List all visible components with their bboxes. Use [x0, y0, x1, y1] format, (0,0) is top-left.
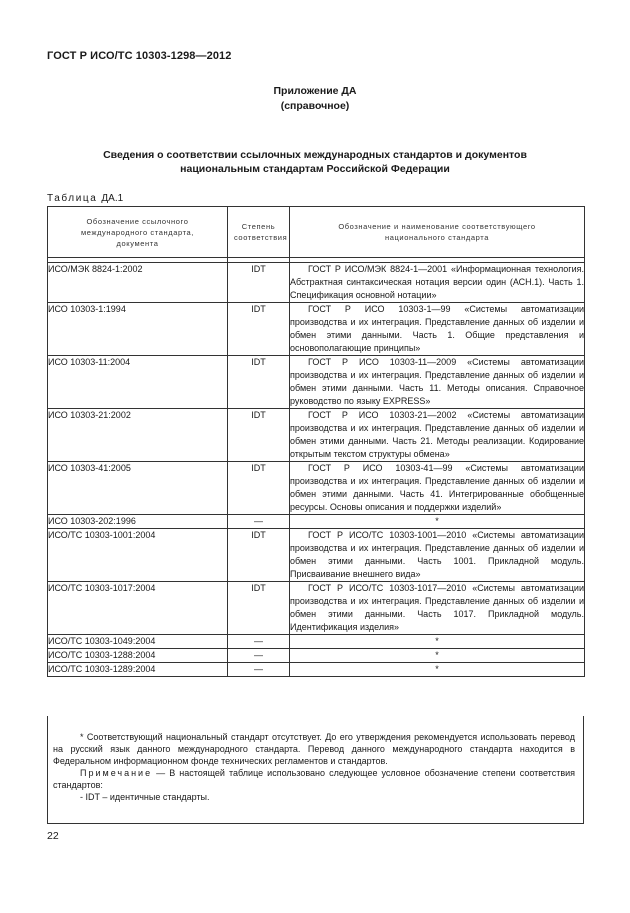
- cell-national-standard: ГОСТ Р ИСО/ТС 10303-1017—2010 «Системы автоматизации производства и их интеграция. Представление данных об изделии и обмен этими данными. Часть 1017. Прикладной модуль. Идентификация изделия»: [290, 582, 585, 635]
- header-degree-text: Степень соответствия: [234, 222, 288, 242]
- note-text: — В настоящей таблице использовано следующее условное обозначение степени соответствия стандартов:: [53, 768, 575, 790]
- cell-international-ref: ИСО/МЭК 8824-1:2002: [48, 263, 228, 303]
- cell-international-ref: ИСО/ТС 10303-1001:2004: [48, 529, 228, 582]
- table-row: [48, 663, 585, 677]
- cell-national-standard: *: [290, 663, 585, 677]
- cell-international-ref: ИСО 10303-1:1994: [48, 303, 228, 356]
- cell-international-ref: ИСО/ТС 10303-1017:2004: [48, 582, 228, 635]
- table-caption-label: Таблица: [47, 193, 98, 204]
- cell-international-ref: ИСО 10303-41:2005: [48, 462, 228, 515]
- footnotes: [53, 731, 575, 803]
- section-title-line-1: Сведения о соответствии ссылочных международных стандартов и документов: [103, 149, 527, 161]
- cell-degree: IDT: [228, 462, 290, 515]
- cell-degree: —: [228, 635, 290, 649]
- cell-international-ref: ИСО 10303-21:2002: [48, 409, 228, 462]
- standards-table: [47, 206, 585, 677]
- table-row: [48, 462, 585, 515]
- asterisk-footnote: * Соответствующий национальный стандарт отсутствует. До его утверждения рекомендуется использовать перевод на русский язык данного международного стандарта. Перевод данного международного стандарта находится в Федеральном информационном фонде технических регламентов и стандартов.: [53, 732, 575, 766]
- cell-degree: —: [228, 515, 290, 529]
- idt-definition: - IDT – идентичные стандарты.: [80, 792, 210, 802]
- table-caption: [47, 193, 123, 204]
- cell-national-standard: ГОСТ Р ИСО/ТС 10303-1001—2010 «Системы автоматизации производства и их интеграция. Представление данных об изделии и обмен этими данными. Часть 1001. Прикладной модуль. Присваивание внешнего вида»: [290, 529, 585, 582]
- annex-title: Приложение ДА: [273, 85, 357, 97]
- cell-international-ref: ИСО/ТС 10303-1289:2004: [48, 663, 228, 677]
- table-row: [48, 635, 585, 649]
- section-title: [60, 148, 570, 176]
- cell-national-standard: *: [290, 635, 585, 649]
- cell-international-ref: ИСО 10303-202:1996: [48, 515, 228, 529]
- table-note: [53, 767, 575, 791]
- header-national-standard: [290, 207, 585, 258]
- table-row: [48, 356, 585, 409]
- cell-national-standard: ГОСТ Р ИСО 10303-41—99 «Системы автоматизации производства и их интеграция. Представление данных об изделии и обмен этими данными. Часть 41. Интегрированные обобщенные ресурсы. Основы описания и поддержки изделий»: [290, 462, 585, 515]
- cell-degree: —: [228, 663, 290, 677]
- table-caption-number: ДА.1: [101, 193, 124, 204]
- table-row: [48, 529, 585, 582]
- cell-national-standard: ГОСТ Р ИСО 10303-21—2002 «Системы автоматизации производства и их интеграция. Представление данных об изделии и обмен этими данными. Часть 21. Методы реализации. Кодирование открытым текстом структуры обмена»: [290, 409, 585, 462]
- table-row: [48, 649, 585, 663]
- header-degree: [228, 207, 290, 258]
- cell-degree: IDT: [228, 356, 290, 409]
- table-row: [48, 263, 585, 303]
- cell-national-standard: *: [290, 649, 585, 663]
- table-row: [48, 303, 585, 356]
- header-national-standard-text: Обозначение и наименование соответствующего национального стандарта: [338, 222, 536, 242]
- header-international-ref: [48, 207, 228, 258]
- cell-degree: —: [228, 649, 290, 663]
- table-row: [48, 409, 585, 462]
- cell-national-standard: ГОСТ Р ИСО/МЭК 8824-1—2001 «Информационная технология. Абстрактная синтаксическая нотация версии один (АСН.1). Часть 1. Спецификация основной нотации»: [290, 263, 585, 303]
- cell-degree: IDT: [228, 409, 290, 462]
- section-title-line-2: национальным стандартам Российской Федерации: [180, 163, 450, 175]
- cell-degree: IDT: [228, 529, 290, 582]
- note-label: Примечание: [80, 768, 153, 778]
- table-row: [48, 515, 585, 529]
- cell-national-standard: *: [290, 515, 585, 529]
- cell-degree: IDT: [228, 263, 290, 303]
- annex-subtitle: (справочное): [280, 100, 350, 112]
- cell-degree: IDT: [228, 303, 290, 356]
- cell-national-standard: ГОСТ Р ИСО 10303-11—2009 «Системы автоматизации производства и их интеграция. Представление данных об изделии и обмен этими данными. Часть 11. Методы описания. Справочное руководство по языку EXPRESS»: [290, 356, 585, 409]
- cell-national-standard: ГОСТ Р ИСО 10303-1—99 «Системы автоматизации производства и их интеграция. Представление данных об изделии и обмен этими данными. Часть 1. Общие представления и основополагающие принципы»: [290, 303, 585, 356]
- cell-international-ref: ИСО/ТС 10303-1288:2004: [48, 649, 228, 663]
- cell-international-ref: ИСО 10303-11:2004: [48, 356, 228, 409]
- document-code: ГОСТ Р ИСО/ТС 10303-1298—2012: [47, 50, 232, 62]
- table-row: [48, 582, 585, 635]
- page-number: 22: [47, 830, 59, 842]
- table-header-row: [48, 207, 585, 258]
- cell-international-ref: ИСО/ТС 10303-1049:2004: [48, 635, 228, 649]
- cell-degree: IDT: [228, 582, 290, 635]
- header-international-ref-text: Обозначение ссылочного международного стандарта, документа: [81, 216, 194, 248]
